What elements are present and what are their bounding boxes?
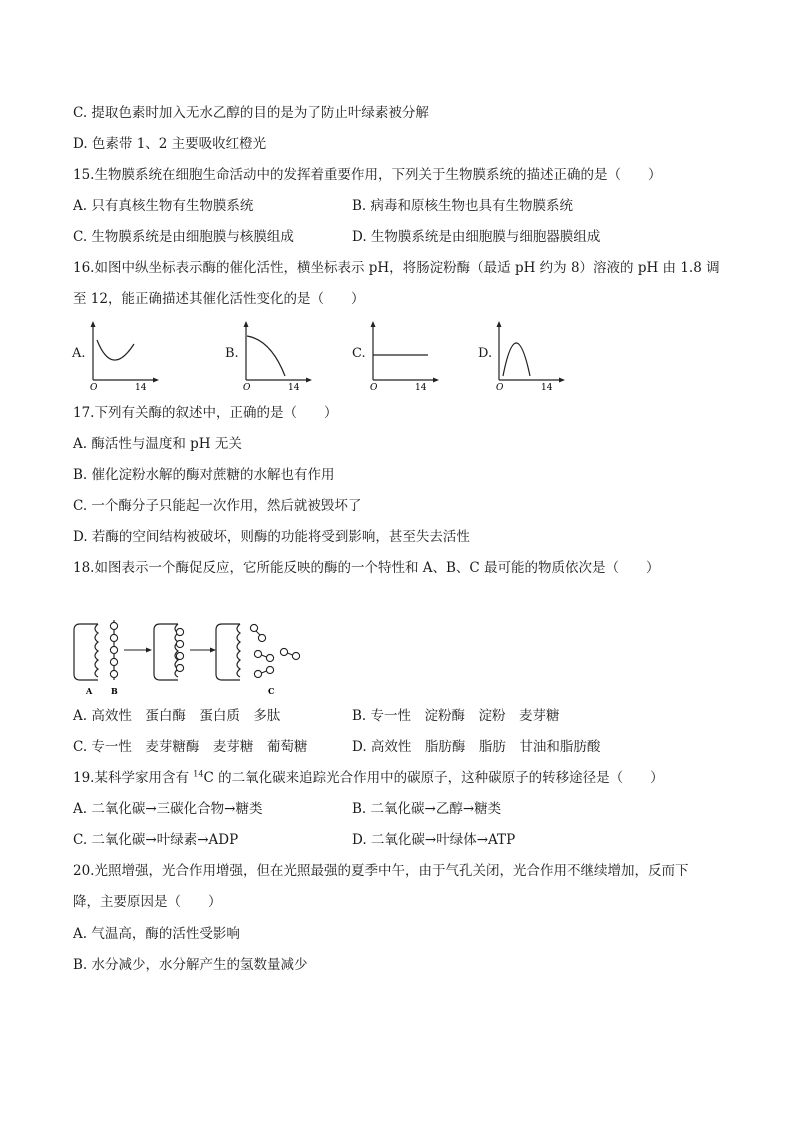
label-a: A: [86, 686, 93, 696]
graph-b-label: B.: [225, 346, 239, 361]
graph-d-origin: O: [496, 383, 504, 393]
q20-option-a: A. 气温高，酶的活性受影响: [73, 926, 240, 942]
graph-c-x-arrow: [433, 378, 439, 383]
product-c-bond: [262, 671, 267, 673]
q16-graph-b: [225, 318, 315, 394]
q15-option-c: C. 生物膜系统是由细胞膜与核膜组成: [73, 229, 294, 245]
q15-option-b: B. 病毒和原核生物也具有生物膜系统: [352, 198, 574, 214]
graph-b-svg: [225, 318, 315, 394]
graph-d-curve: [503, 343, 530, 376]
complex-substrate-unit: [176, 664, 183, 671]
q16-graph-a: [72, 318, 162, 394]
substrate-b-unit: [110, 670, 117, 677]
complex-substrate-unit: [176, 640, 183, 647]
complex-substrate-unit: [176, 652, 183, 659]
graph-d-label: D.: [478, 346, 493, 361]
graph-c-tick: 14: [415, 383, 427, 393]
q17-option-a: A. 酶活性与温度和 pH 无关: [73, 436, 242, 452]
substrate-b-unit: [110, 658, 117, 665]
graph-c-label: C.: [352, 346, 366, 361]
q14-option-c: C. 提取色素时加入无水乙醇的目的是为了防止叶绿素被分解: [73, 105, 429, 121]
q18-option-a: A. 高效性 蛋白酶 蛋白质 多肽: [73, 708, 281, 724]
q18-option-d: D. 高效性 脂肪酶 脂肪 甘油和脂肪酸: [352, 739, 601, 755]
graph-c-svg: [352, 318, 442, 394]
graph-b-x-arrow: [306, 378, 312, 383]
graph-a-y-arrow: [91, 321, 96, 327]
q19-option-b: B. 二氧化碳→乙醇→糖类: [352, 801, 502, 817]
graph-d-tick: 14: [541, 383, 553, 393]
q19-stem-pre: 19.某科学家用含有: [73, 770, 194, 786]
label-c: C: [268, 686, 275, 696]
graph-a-origin: O: [90, 383, 98, 393]
substrate-b-unit: [110, 634, 117, 641]
q19-stem: [73, 769, 664, 787]
q17-option-c: C. 一个酶分子只能起一次作用，然后就被毁坏了: [73, 498, 362, 514]
graph-a-tick: 14: [135, 383, 147, 393]
substrate-b-unit: [110, 646, 117, 653]
graph-d-y-arrow: [497, 321, 502, 327]
enzyme-a-active-site: [95, 624, 98, 677]
product-c-unit: [266, 666, 273, 673]
graph-d-svg: [478, 318, 568, 394]
q16-graph-c: [352, 318, 442, 394]
product-c-unit: [292, 652, 299, 659]
q17-option-b: B. 催化淀粉水解的酶对蔗糖的水解也有作用: [73, 467, 335, 483]
graph-a-x-arrow: [153, 378, 159, 383]
complex-substrate-unit: [176, 628, 183, 635]
q15-option-d: D. 生物膜系统是由细胞膜与细胞器膜组成: [352, 229, 601, 245]
product-c-unit: [280, 648, 287, 655]
complex-enzyme-body: [154, 624, 178, 680]
product-c-bond: [256, 631, 260, 635]
graph-b-curve: [247, 336, 285, 376]
q18-enzyme-diagram: [68, 618, 308, 698]
q20-stem-line1: 20.光照增强，光合作用增强，但在光照最强的夏季中午，由于气孔关闭，光合作用不继续增加，反而下: [73, 863, 689, 879]
arrow-1-head: [146, 648, 152, 653]
product-c-unit: [254, 670, 261, 677]
q19-isotope-superscript: 14: [193, 769, 204, 779]
product-c-bond: [262, 655, 267, 657]
q18-option-b: B. 专一性 淀粉酶 淀粉 麦芽糖: [352, 708, 560, 724]
graph-b-origin: O: [243, 383, 251, 393]
q16-graph-d: [478, 318, 568, 394]
product-c-bond: [288, 653, 293, 655]
graph-a-label: A.: [72, 346, 86, 361]
graph-c-origin: O: [370, 383, 378, 393]
q19-stem-post: C 的二氧化碳来追踪光合作用中的碳原子，这种碳原子的转移途径是（ ）: [203, 770, 664, 786]
enzyme-diagram-svg: [68, 618, 308, 698]
graph-c-y-arrow: [371, 321, 376, 327]
label-b: B: [111, 686, 118, 696]
substrate-b-unit: [110, 622, 117, 629]
product-c-unit: [250, 624, 257, 631]
q17-option-d: D. 若酶的空间结构被破坏，则酶的功能将受到影响，甚至失去活性: [73, 529, 470, 545]
q16-stem-line2: 至 12，能正确描述其催化活性变化的是（ ）: [73, 291, 365, 307]
product-c-unit: [254, 650, 261, 657]
q15-stem: 15.生物膜系统在细胞生命活动中的发挥着重要作用，下列关于生物膜系统的描述正确的是（ ）: [73, 167, 662, 183]
q15-option-a: A. 只有真核生物有生物膜系统: [73, 198, 254, 214]
graph-d-x-arrow: [559, 378, 565, 383]
q18-option-c: C. 专一性 麦芽糖酶 麦芽糖 葡萄糖: [73, 739, 308, 755]
q19-option-d: D. 二氧化碳→叶绿体→ATP: [352, 832, 516, 848]
q17-stem: 17.下列有关酶的叙述中，正确的是（ ）: [73, 405, 338, 421]
graph-b-y-arrow: [244, 321, 249, 327]
product-c-unit: [266, 654, 273, 661]
enzyme-a-body: [74, 624, 98, 680]
q16-stem-line1: 16.如图中纵坐标表示酶的催化活性，横坐标表示 pH，将肠淀粉酶（最适 pH 约为 8）溶液的 pH 由 1.8 调: [73, 260, 720, 276]
q19-option-c: C. 二氧化碳→叶绿素→ADP: [73, 832, 239, 848]
product-c-unit: [258, 634, 265, 641]
enzyme-released-body: [216, 624, 240, 680]
q14-option-d: D. 色素带 1、2 主要吸收红橙光: [73, 136, 267, 152]
graph-b-tick: 14: [288, 383, 300, 393]
q18-stem: 18.如图表示一个酶促反应，它所能反映的酶的一个特性和 A、B、C 最可能的物质依次是（ ）: [73, 560, 660, 576]
q19-option-a: A. 二氧化碳→三碳化合物→糖类: [73, 801, 263, 817]
q20-stem-line2: 降，主要原因是（ ）: [73, 894, 222, 910]
arrow-2-head: [210, 648, 216, 653]
graph-a-curve: [97, 340, 134, 360]
enzyme-released-active-site: [237, 624, 240, 677]
q20-option-b: B. 水分减少，水分解产生的氢数量减少: [73, 957, 308, 973]
graph-a-svg: [72, 318, 162, 394]
